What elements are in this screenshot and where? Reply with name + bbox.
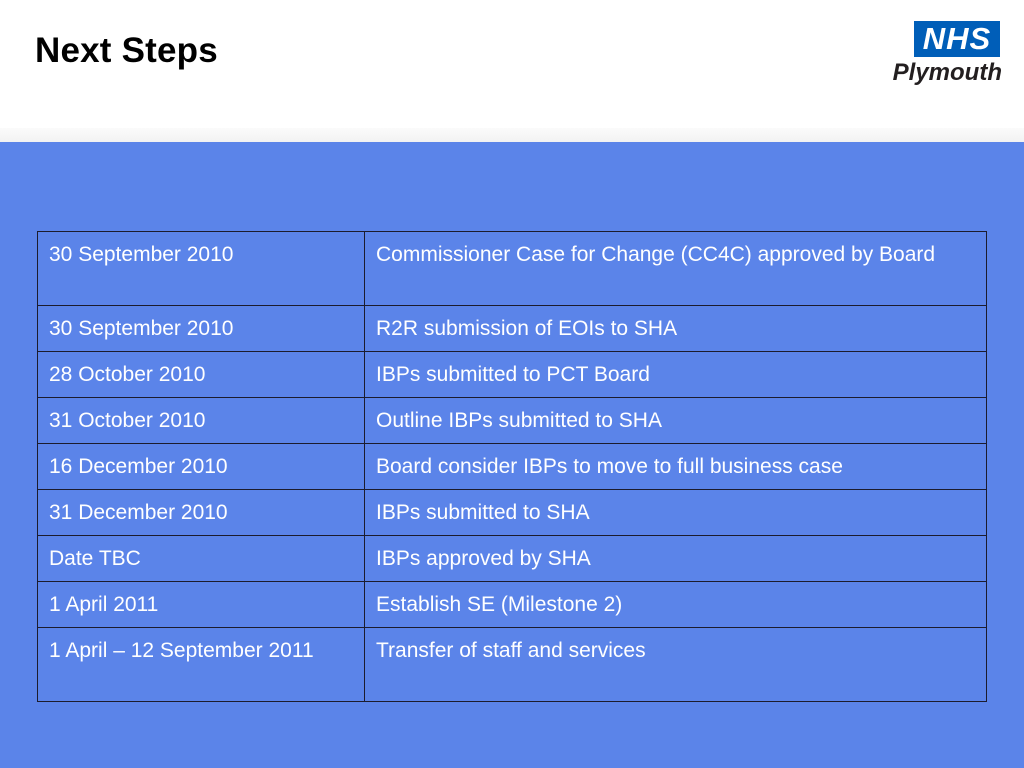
date-cell: 16 December 2010	[38, 444, 365, 490]
date-cell: 31 December 2010	[38, 490, 365, 536]
step-cell: Establish SE (Milestone 2)	[365, 582, 987, 628]
step-cell: IBPs submitted to PCT Board	[365, 352, 987, 398]
slide-content-panel	[0, 142, 1024, 768]
next-steps-table	[37, 231, 987, 702]
table-row	[38, 444, 987, 490]
date-cell: Date TBC	[38, 536, 365, 582]
date-cell: 1 April – 12 September 2011	[38, 628, 365, 702]
step-cell: Board consider IBPs to move to full business case	[365, 444, 987, 490]
slide-title: Next Steps	[35, 31, 218, 70]
date-cell: 1 April 2011	[38, 582, 365, 628]
date-cell: 30 September 2010	[38, 306, 365, 352]
table-row	[38, 232, 987, 306]
table-row	[38, 490, 987, 536]
date-cell: 31 October 2010	[38, 398, 365, 444]
nhs-logo-mark: NHS	[914, 21, 1000, 57]
step-cell: Commissioner Case for Change (CC4C) approved by Board	[365, 232, 987, 306]
date-cell: 30 September 2010	[38, 232, 365, 306]
header-divider	[0, 128, 1024, 142]
table-row	[38, 582, 987, 628]
slide-header	[0, 0, 1024, 128]
table-row	[38, 398, 987, 444]
step-cell: IBPs submitted to SHA	[365, 490, 987, 536]
table-row	[38, 306, 987, 352]
step-cell: Outline IBPs submitted to SHA	[365, 398, 987, 444]
table-row	[38, 628, 987, 702]
date-cell: 28 October 2010	[38, 352, 365, 398]
step-cell: Transfer of staff and services	[365, 628, 987, 702]
nhs-plymouth-logo	[872, 21, 1002, 91]
table-row	[38, 352, 987, 398]
step-cell: IBPs approved by SHA	[365, 536, 987, 582]
step-cell: R2R submission of EOIs to SHA	[365, 306, 987, 352]
table-row	[38, 536, 987, 582]
logo-organisation-name: Plymouth	[892, 59, 1002, 86]
